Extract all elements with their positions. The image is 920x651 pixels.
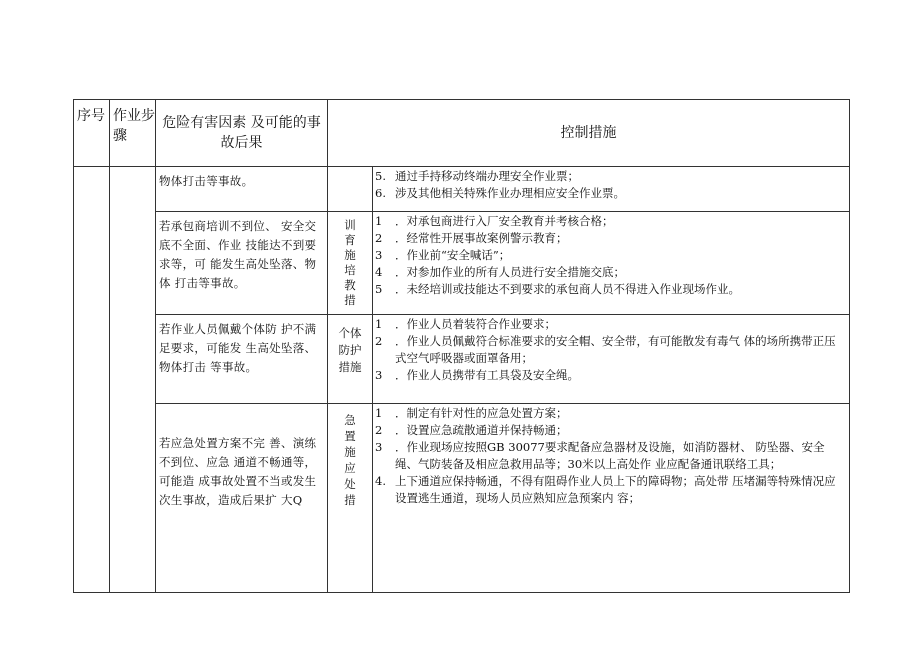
measure-num: 1: [375, 317, 383, 331]
header-step: 作业步骤: [110, 100, 156, 167]
measure-text: ．设置应急疏散通道并保持畅通；: [395, 423, 568, 437]
table-header-row: [74, 100, 850, 167]
measure-num: 4.: [375, 474, 386, 488]
measures-cell: [373, 404, 850, 593]
measure-item: [375, 185, 846, 202]
measure-item: [375, 405, 846, 422]
measure-text: ．未经培训或技能达不到要求的承包商人员不得进入作业现场作业。: [395, 282, 740, 296]
measure-text: ．对参加作业的所有人员进行安全措施交底；: [395, 265, 625, 279]
measure-num: 2: [375, 231, 383, 245]
measure-text: ．作业人员携带有工具袋及安全绳。: [395, 368, 579, 382]
measure-num: 2: [375, 423, 383, 437]
measure-num: 2: [375, 334, 383, 348]
measure-num: 3: [375, 248, 383, 262]
measure-item: [375, 168, 846, 185]
measure-item: [375, 439, 846, 473]
measure-num: 6.: [375, 186, 386, 200]
table-row: [74, 404, 850, 593]
measure-item: [375, 247, 846, 264]
measure-item: [375, 367, 846, 384]
category-cell: 个体防护措施: [328, 315, 373, 404]
seq-cell: [74, 167, 110, 593]
measure-num: 3: [375, 368, 383, 382]
header-risk: 危险有害因素 及可能的事故后果: [156, 100, 328, 167]
measure-text: ．作业人员着装符合作业要求；: [395, 317, 556, 331]
risk-cell: 若应急处置方案不完 善、演练不到位、应急 通道不畅通等，可能造 成事故处置不当或发生 次生事故，造成后果扩 大Q: [156, 404, 328, 593]
measure-item: [375, 333, 846, 367]
header-measures: 控制措施: [328, 100, 850, 167]
measure-text: ．作业现场应按照GB 30077要求配备应急器材及设施，如消防器材、 防坠器、安全绳、气防装备及相应急救用品等；30米以上高处作 业应配备通讯联络工具；: [395, 440, 825, 471]
table-row: [74, 167, 850, 212]
measure-item: [375, 213, 846, 230]
category-cell: 急置施应处措: [328, 404, 373, 593]
measure-text: ．作业前“安全喊话”；: [395, 248, 511, 262]
measure-item: [375, 422, 846, 439]
measure-num: 1: [375, 214, 383, 228]
measure-text: ．对承包商进行入厂安全教育并考核合格；: [395, 214, 614, 228]
measure-text: ．作业人员佩戴符合标准要求的安全帽、安全带，有可能散发有毒气 体的场所携带正压式空气呼吸器或面罩备用；: [395, 334, 836, 365]
risk-cell: 若承包商培训不到位、 安全交底不全面、作业 技能达不到要求等，可 能发生高处坠落、物体 打击等事故。: [156, 212, 328, 315]
category-cell: [328, 167, 373, 212]
measures-cell: [373, 212, 850, 315]
risk-cell: 物体打击等事故。: [156, 167, 328, 212]
measure-text: ．经常性开展事故案例警示教育；: [395, 231, 568, 245]
measure-item: [375, 230, 846, 247]
measure-text: 涉及其他相关特殊作业办理相应安全作业票。: [395, 186, 625, 200]
measure-item: [375, 281, 846, 298]
measures-cell: [373, 167, 850, 212]
measure-item: [375, 264, 846, 281]
safety-measures-table: [73, 99, 850, 593]
measure-text: ．制定有针对性的应急处置方案；: [395, 406, 568, 420]
measure-num: 5.: [375, 169, 386, 183]
table-row: [74, 212, 850, 315]
risk-cell: 若作业人员佩戴个体防 护不满足要求，可能发 生高处坠落、物体打击 等事故。: [156, 315, 328, 404]
measure-num: 1: [375, 406, 383, 420]
measures-cell: [373, 315, 850, 404]
header-seq: 序号: [74, 100, 110, 167]
measure-text: 通过手持移动终端办理安全作业票；: [395, 169, 579, 183]
measure-item: [375, 473, 846, 507]
measure-item: [375, 316, 846, 333]
step-cell: [110, 167, 156, 593]
measure-num: 3: [375, 440, 383, 454]
measure-num: 4: [375, 265, 383, 279]
measure-num: 5: [375, 282, 383, 296]
measure-text: 上下通道应保持畅通，不得有阻碍作业人员上下的障碍物；高处带 压堵漏等特殊情况应设置逃生通道，现场人员应熟知应急预案内 容；: [395, 474, 836, 505]
table-row: [74, 315, 850, 404]
category-cell: 训育施培教措: [328, 212, 373, 315]
